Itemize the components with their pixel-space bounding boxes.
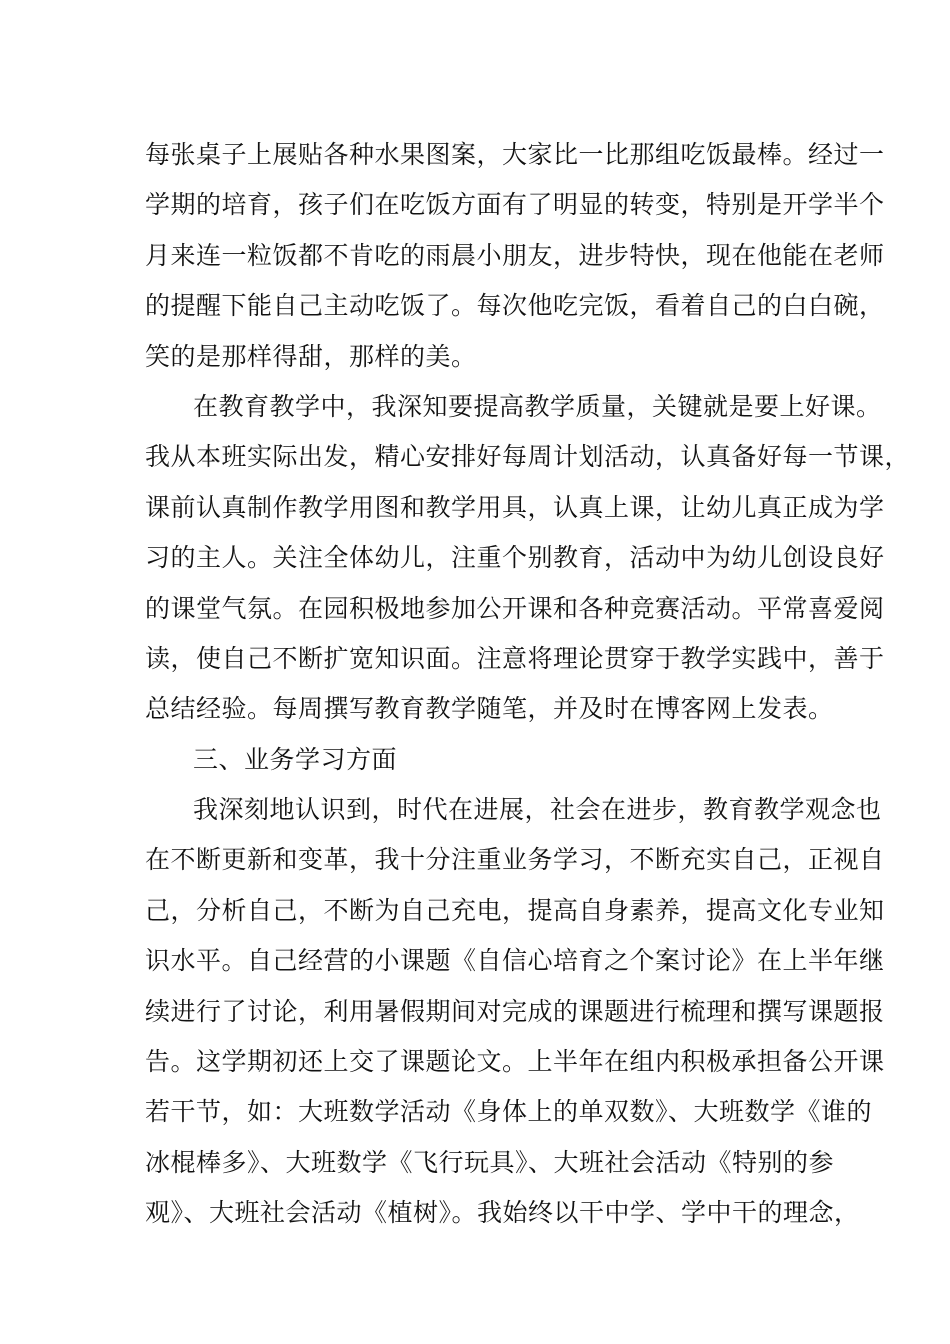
text-line: 课前认真制作教学用图和教学用具，认真上课，让幼儿真正成为学 — [145, 492, 885, 522]
text-line: 笑的是那样得甜，那样的美。 — [145, 341, 477, 371]
section-heading: 三、业务学习方面 — [193, 744, 398, 774]
text-line: 续进行了讨论，利用暑假期间对完成的课题进行梳理和撰写课题报 — [145, 996, 885, 1026]
text-line: 每张桌子上展贴各种水果图案，大家比一比那组吃饭最棒。经过一 — [145, 140, 885, 169]
text-line: 月来连一粒饭都不肯吃的雨晨小朋友，进步特快，现在他能在老师 — [145, 240, 885, 270]
document-body — [145, 130, 911, 1239]
text-line: 的课堂气氛。在园积极地参加公开课和各种竞赛活动。平常喜爱阅 — [145, 593, 885, 623]
text-line: 告。这学期初还上交了课题论文。上半年在组内积极承担备公开课 — [145, 1047, 885, 1077]
text-line: 总结经验。每周撰写教育教学随笔，并及时在博客网上发表。 — [145, 694, 834, 724]
text-line: 的提醒下能自己主动吃饭了。每次他吃完饭，看着自己的白白碗， — [145, 291, 885, 321]
text-line: 我深刻地认识到，时代在进展，社会在进步，教育教学观念也 — [193, 795, 882, 825]
text-line: 读，使自己不断扩宽知识面。注意将理论贯穿于教学实践中，善于 — [145, 643, 885, 673]
text-line: 在教育教学中，我深知要提高教学质量，关键就是要上好课。 — [193, 391, 882, 421]
text-line: 冰棍棒多》、大班数学《飞行玩具》、大班社会活动《特别的参 — [145, 1147, 835, 1177]
text-line: 在不断更新和变革，我十分注重业务学习，不断充实自己，正视自 — [145, 845, 885, 875]
text-line: 己，分析自己，不断为自己充电，提高自身素养，提高文化专业知 — [145, 895, 885, 925]
text-line: 识水平。自己经营的小课题《自信心培育之个案讨论》在上半年继 — [145, 946, 885, 976]
text-line: 观》、大班社会活动《植树》。我始终以干中学、学中干的理念， — [145, 1198, 860, 1228]
text-line: 习的主人。关注全体幼儿，注重个别教育，活动中为幼儿创设良好 — [145, 543, 885, 573]
text-line: 学期的培育，孩子们在吃饭方面有了明显的转变，特别是开学半个 — [145, 190, 885, 220]
text-line: 我从本班实际出发，精心安排好每周计划活动，认真备好每一节课， — [145, 442, 911, 472]
text-line: 若干节，如：大班数学活动《身体上的单双数》、大班数学《谁的 — [145, 1097, 873, 1127]
